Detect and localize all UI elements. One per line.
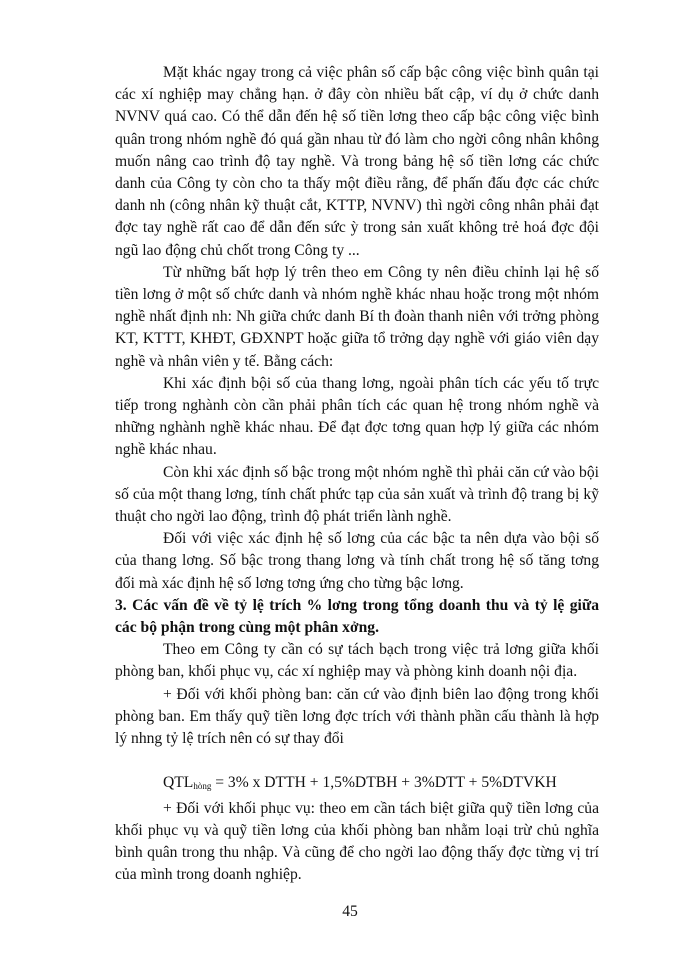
closing-paragraph: + Đối với khối phục vụ: theo em cần tách biệt giữa quỹ tiền lơng của khối phục vụ và quỹ tiền lơng của khối phòng ban nhằm loại trừ chủ nghĩa bình quân trong thu nhập. Và cũng để cho ngời lao động thấy đợc từng vị trí của mình trong doanh nghiệp.: [115, 799, 599, 884]
salary-fund-formula: [115, 772, 599, 797]
paragraph-1: Mặt khác ngay trong cả việc phân số cấp bậc công việc bình quân tại các xí nghiệp may chẳng hạn. ở đây còn nhiều bất cập, ví dụ ở chức danh NVNV quá cao. Có thể dẫn đến hệ số tiền lơng theo cấp bậc công việc bình quân trong nhóm nghề đó quá gần nhau từ đó làm cho ngời công nhân không muốn nâng cao trình độ tay nghề. Và trong bảng hệ số tiền lơng các chức danh của Công ty còn cho ta thấy một điều rằng, để phấn đấu đợc các chức danh nh (công nhân kỹ thuật cắt, KTTP, NVNV) thì ngời công nhân phải đạt đợc tay nghề rất cao để dẫn đến sức ỳ trong sản xuất không trẻ hoá đợc đội ngũ lao động chủ chốt trong Công ty ...: [115, 64, 599, 259]
formula-lhs: QTL: [163, 774, 194, 792]
page-number: 45: [342, 903, 358, 920]
section-paragraph-2: + Đối với khối phòng ban: căn cứ vào định biên lao động trong khối phòng ban. Em thấy quỹ tiền lơng đợc trích với thành phần cấu thành là hợp lý nhng tỷ lệ trích nên có sự thay đổi: [115, 685, 599, 748]
paragraph-5: Đối với việc xác định hệ số lơng của các bậc ta nên dựa vào bội số của thang lơng. Số bậc trong thang lơng và tính chất trong hệ số tăng tơng đối mà xác định hệ số lơng tơng ứng cho từng bậc lơng.: [115, 530, 599, 592]
section-paragraph-1: Theo em Công ty cần có sự tách bạch trong việc trả lơng giữa khối phòng ban, khối phục vụ, các xí nghiệp may và phòng kinh doanh nội địa.: [115, 641, 599, 681]
paragraph-2: Từ những bất hợp lý trên theo em Công ty nên điều chỉnh lại hệ số tiền lơng ở một số chức danh và nhóm nghề khác nhau hoặc trong một nhóm nghề nhất định nh: Nh giữa chức danh Bí th đoàn thanh niên với trởng phòng KT, KTTT, KHĐT, GĐXNPT hoặc giữa tổ trởng dạy nghề với giáo viên dạy nghề và nhân viên y tế. Bằng cách:: [115, 263, 599, 370]
document-page: [115, 62, 599, 886]
paragraph-4: Còn khi xác định số bậc trong một nhóm nghề thì phải căn cứ vào bội số của một thang lơng, tính chất phức tạp của sản xuất và trình độ trang bị kỹ thuật cho ngời lao động, trình độ phát triển lành nghề.: [115, 463, 599, 526]
section-heading: 3. Các vấn đề về tỷ lệ trích % lơng trong tổng doanh thu và tỷ lệ giữa các bộ phận trong cùng một phân xởng.: [115, 596, 599, 637]
formula-rhs: = 3% x DTTH + 1,5%DTBH + 3%DTT + 5%DTVKH: [211, 774, 557, 792]
paragraph-3: Khi xác định bội số của thang lơng, ngoài phân tích các yếu tố trực tiếp trong nghành còn cần phải phân tích các quan hệ trong nhóm nghề và những nghành nghề khác nhau. Để đạt đợc tơng quan hợp lý giữa các nhóm nghề khác nhau.: [115, 374, 599, 459]
formula-subscript: hòng: [193, 781, 212, 792]
